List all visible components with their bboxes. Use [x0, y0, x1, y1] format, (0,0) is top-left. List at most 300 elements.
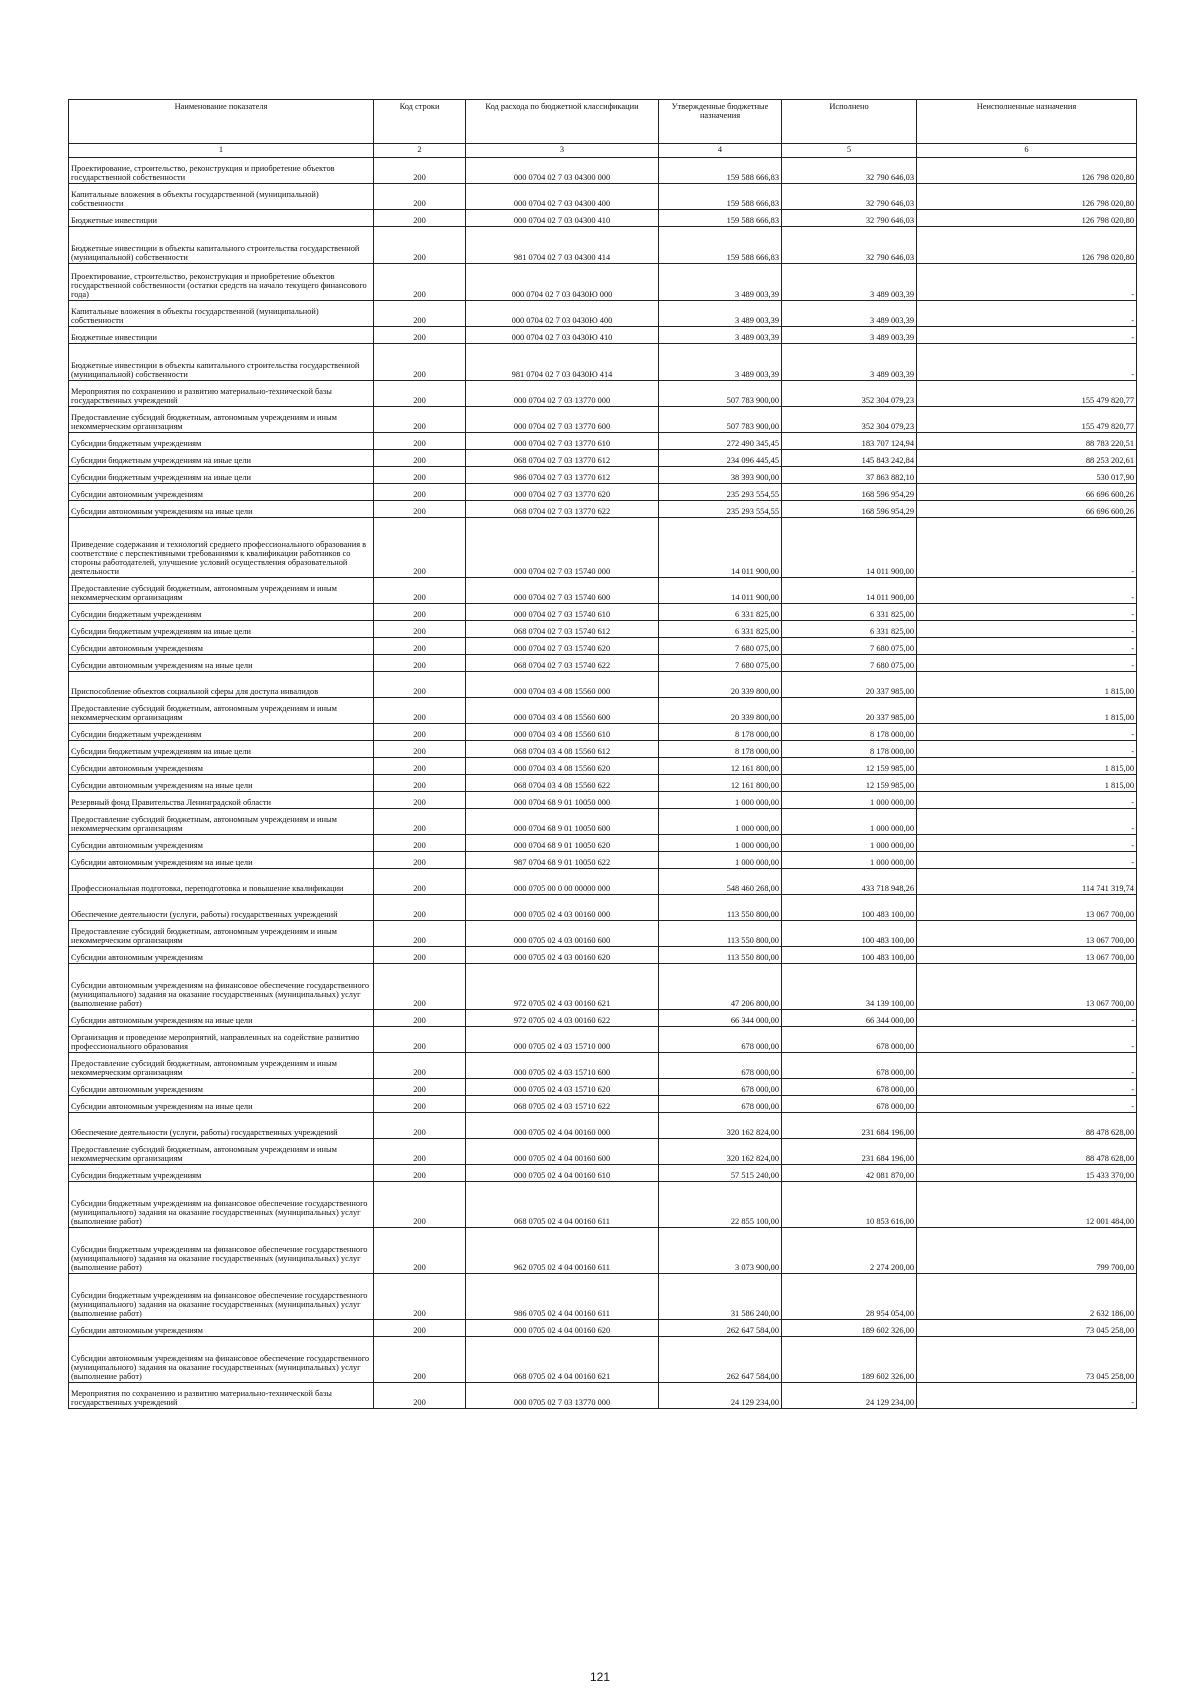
budget-code-cell: 972 0705 02 4 03 00160 621 — [466, 964, 659, 1010]
approved-amount-cell: 320 162 824,00 — [659, 1113, 782, 1139]
line-code-cell: 200 — [374, 1182, 466, 1228]
indicator-name-cell: Предоставление субсидий бюджетным, автономным учреждениям и иным некоммерческим организациям — [69, 407, 374, 433]
table-row — [69, 604, 1137, 621]
table-row — [69, 518, 1137, 578]
approved-amount-cell: 1 000 000,00 — [659, 809, 782, 835]
table-row — [69, 698, 1137, 724]
table-row — [69, 775, 1137, 792]
table-row — [69, 264, 1137, 301]
approved-amount-cell: 234 096 445,45 — [659, 450, 782, 467]
executed-amount-cell: 14 011 900,00 — [782, 578, 917, 604]
approved-amount-cell: 548 460 268,00 — [659, 869, 782, 895]
indicator-name-cell: Субсидии бюджетным учреждениям на финансовое обеспечение государственного (муниципального) задания на оказание государственных (муниципальных) услуг (выполнение работ) — [69, 1228, 374, 1274]
indicator-name-cell: Субсидии автономным учреждениям на иные цели — [69, 501, 374, 518]
unexecuted-amount-cell: - — [917, 301, 1137, 327]
approved-amount-cell: 24 129 234,00 — [659, 1383, 782, 1409]
approved-amount-cell: 3 489 003,39 — [659, 344, 782, 381]
executed-amount-cell: 231 684 196,00 — [782, 1113, 917, 1139]
indicator-name-cell: Субсидии бюджетным учреждениям на финансовое обеспечение государственного (муниципального) задания на оказание государственных (муниципальных) услуг (выполнение работ) — [69, 1274, 374, 1320]
approved-amount-cell: 320 162 824,00 — [659, 1139, 782, 1165]
table-row — [69, 1383, 1137, 1409]
budget-code-cell: 000 0704 02 7 03 13770 620 — [466, 484, 659, 501]
table-row — [69, 301, 1137, 327]
executed-amount-cell: 20 337 985,00 — [782, 698, 917, 724]
executed-amount-cell: 3 489 003,39 — [782, 327, 917, 344]
table-row — [69, 638, 1137, 655]
line-code-cell: 200 — [374, 792, 466, 809]
unexecuted-amount-cell: - — [917, 344, 1137, 381]
unexecuted-amount-cell: 13 067 700,00 — [917, 921, 1137, 947]
budget-code-cell: 000 0704 68 9 01 10050 620 — [466, 835, 659, 852]
approved-amount-cell: 159 588 666,83 — [659, 158, 782, 184]
budget-code-cell: 000 0705 02 4 04 00160 600 — [466, 1139, 659, 1165]
table-body — [69, 158, 1137, 1409]
unexecuted-amount-cell: 530 017,90 — [917, 467, 1137, 484]
line-code-cell: 200 — [374, 724, 466, 741]
approved-amount-cell: 14 011 900,00 — [659, 578, 782, 604]
indicator-name-cell: Субсидии автономным учреждениям — [69, 758, 374, 775]
unexecuted-amount-cell: 114 741 319,74 — [917, 869, 1137, 895]
budget-code-cell: 000 0704 02 7 03 04300 410 — [466, 210, 659, 227]
column-number: 3 — [466, 144, 659, 158]
table-row — [69, 578, 1137, 604]
executed-amount-cell: 352 304 079,23 — [782, 381, 917, 407]
budget-code-cell: 000 0704 02 7 03 13770 600 — [466, 407, 659, 433]
budget-code-cell: 000 0704 03 4 08 15560 000 — [466, 672, 659, 698]
executed-amount-cell: 6 331 825,00 — [782, 621, 917, 638]
approved-amount-cell: 272 490 345,45 — [659, 433, 782, 450]
line-code-cell: 200 — [374, 407, 466, 433]
executed-amount-cell: 24 129 234,00 — [782, 1383, 917, 1409]
table-row — [69, 1139, 1137, 1165]
executed-amount-cell: 189 602 326,00 — [782, 1337, 917, 1383]
line-code-cell: 200 — [374, 852, 466, 869]
approved-amount-cell: 31 586 240,00 — [659, 1274, 782, 1320]
line-code-cell: 200 — [374, 301, 466, 327]
column-number-row — [69, 144, 1137, 158]
line-code-cell: 200 — [374, 450, 466, 467]
executed-amount-cell: 10 853 616,00 — [782, 1182, 917, 1228]
unexecuted-amount-cell: - — [917, 1053, 1137, 1079]
unexecuted-amount-cell: 66 696 600,26 — [917, 501, 1137, 518]
indicator-name-cell: Субсидии автономным учреждениям — [69, 638, 374, 655]
line-code-cell: 200 — [374, 1079, 466, 1096]
executed-amount-cell: 352 304 079,23 — [782, 407, 917, 433]
budget-code-cell: 068 0704 02 7 03 15740 622 — [466, 655, 659, 672]
line-code-cell: 200 — [374, 947, 466, 964]
approved-amount-cell: 8 178 000,00 — [659, 741, 782, 758]
budget-code-cell: 000 0704 02 7 03 0430Ю 400 — [466, 301, 659, 327]
approved-amount-cell: 678 000,00 — [659, 1079, 782, 1096]
approved-amount-cell: 12 161 800,00 — [659, 775, 782, 792]
indicator-name-cell: Субсидии бюджетным учреждениям — [69, 1165, 374, 1182]
executed-amount-cell: 678 000,00 — [782, 1096, 917, 1113]
approved-amount-cell: 7 680 075,00 — [659, 655, 782, 672]
line-code-cell: 200 — [374, 518, 466, 578]
line-code-cell: 200 — [374, 484, 466, 501]
indicator-name-cell: Предоставление субсидий бюджетным, автономным учреждениям и иным некоммерческим организациям — [69, 921, 374, 947]
executed-amount-cell: 678 000,00 — [782, 1053, 917, 1079]
table-row — [69, 1337, 1137, 1383]
line-code-cell: 200 — [374, 1053, 466, 1079]
line-code-cell: 200 — [374, 698, 466, 724]
budget-code-cell: 068 0704 02 7 03 13770 612 — [466, 450, 659, 467]
budget-code-cell: 000 0705 02 4 04 00160 610 — [466, 1165, 659, 1182]
table-row — [69, 852, 1137, 869]
indicator-name-cell: Предоставление субсидий бюджетным, автономным учреждениям и иным некоммерческим организациям — [69, 1053, 374, 1079]
unexecuted-amount-cell: - — [917, 1010, 1137, 1027]
line-code-cell: 200 — [374, 578, 466, 604]
executed-amount-cell: 100 483 100,00 — [782, 947, 917, 964]
table-row — [69, 921, 1137, 947]
budget-code-cell: 068 0704 02 7 03 13770 622 — [466, 501, 659, 518]
line-code-cell: 200 — [374, 227, 466, 264]
unexecuted-amount-cell: 1 815,00 — [917, 758, 1137, 775]
budget-code-cell: 000 0704 03 4 08 15560 600 — [466, 698, 659, 724]
unexecuted-amount-cell: 88 253 202,61 — [917, 450, 1137, 467]
line-code-cell: 200 — [374, 758, 466, 775]
indicator-name-cell: Субсидии бюджетным учреждениям — [69, 724, 374, 741]
line-code-cell: 200 — [374, 344, 466, 381]
budget-code-cell: 068 0704 03 4 08 15560 622 — [466, 775, 659, 792]
unexecuted-amount-cell: - — [917, 578, 1137, 604]
line-code-cell: 200 — [374, 1010, 466, 1027]
indicator-name-cell: Бюджетные инвестиции — [69, 210, 374, 227]
approved-amount-cell: 8 178 000,00 — [659, 724, 782, 741]
budget-code-cell: 000 0704 02 7 03 04300 400 — [466, 184, 659, 210]
indicator-name-cell: Субсидии автономным учреждениям на иные цели — [69, 852, 374, 869]
budget-code-cell: 000 0704 03 4 08 15560 610 — [466, 724, 659, 741]
unexecuted-amount-cell: 126 798 020,80 — [917, 184, 1137, 210]
executed-amount-cell: 8 178 000,00 — [782, 741, 917, 758]
header-row — [69, 100, 1137, 144]
approved-amount-cell: 6 331 825,00 — [659, 621, 782, 638]
approved-amount-cell: 235 293 554,55 — [659, 501, 782, 518]
line-code-cell: 200 — [374, 1027, 466, 1053]
table-row — [69, 809, 1137, 835]
table-row — [69, 1165, 1137, 1182]
budget-code-cell: 000 0704 68 9 01 10050 600 — [466, 809, 659, 835]
line-code-cell: 200 — [374, 1320, 466, 1337]
budget-code-cell: 068 0705 02 4 03 15710 622 — [466, 1096, 659, 1113]
line-code-cell: 200 — [374, 1113, 466, 1139]
unexecuted-amount-cell: 1 815,00 — [917, 698, 1137, 724]
unexecuted-amount-cell: 2 632 186,00 — [917, 1274, 1137, 1320]
executed-amount-cell: 14 011 900,00 — [782, 518, 917, 578]
indicator-name-cell: Субсидии автономным учреждениям — [69, 947, 374, 964]
executed-amount-cell: 12 159 985,00 — [782, 758, 917, 775]
executed-amount-cell: 1 000 000,00 — [782, 809, 917, 835]
budget-code-cell: 987 0704 68 9 01 10050 622 — [466, 852, 659, 869]
executed-amount-cell: 433 718 948,26 — [782, 869, 917, 895]
indicator-name-cell: Приведение содержания и технологий среднего профессионального образования в соответствие с перспективными требованиями к квалификации работников со стороны работодателей, улучшение условий осуществления образовательной деятельности — [69, 518, 374, 578]
unexecuted-amount-cell: - — [917, 1027, 1137, 1053]
line-code-cell: 200 — [374, 869, 466, 895]
budget-code-cell: 981 0704 02 7 03 04300 414 — [466, 227, 659, 264]
table-row — [69, 835, 1137, 852]
budget-code-cell: 000 0704 02 7 03 13770 610 — [466, 433, 659, 450]
unexecuted-amount-cell: 12 001 484,00 — [917, 1182, 1137, 1228]
executed-amount-cell: 183 707 124,94 — [782, 433, 917, 450]
line-code-cell: 200 — [374, 467, 466, 484]
column-number: 4 — [659, 144, 782, 158]
approved-amount-cell: 20 339 800,00 — [659, 698, 782, 724]
unexecuted-amount-cell: 88 478 628,00 — [917, 1139, 1137, 1165]
indicator-name-cell: Субсидии автономным учреждениям на иные цели — [69, 1010, 374, 1027]
unexecuted-amount-cell: - — [917, 327, 1137, 344]
indicator-name-cell: Организация и проведение мероприятий, направленных на содействие развитию профессионального образования — [69, 1027, 374, 1053]
unexecuted-amount-cell: - — [917, 604, 1137, 621]
line-code-cell: 200 — [374, 210, 466, 227]
indicator-name-cell: Предоставление субсидий бюджетным, автономным учреждениям и иным некоммерческим организациям — [69, 809, 374, 835]
line-code-cell: 200 — [374, 1274, 466, 1320]
approved-amount-cell: 12 161 800,00 — [659, 758, 782, 775]
executed-amount-cell: 7 680 075,00 — [782, 655, 917, 672]
executed-amount-cell: 32 790 646,03 — [782, 158, 917, 184]
unexecuted-amount-cell: 1 815,00 — [917, 775, 1137, 792]
unexecuted-amount-cell: - — [917, 724, 1137, 741]
approved-amount-cell: 159 588 666,83 — [659, 210, 782, 227]
table-row — [69, 1320, 1137, 1337]
table-row — [69, 1182, 1137, 1228]
table-row — [69, 184, 1137, 210]
indicator-name-cell: Субсидии автономным учреждениям на финансовое обеспечение государственного (муниципального) задания на оказание государственных (муниципальных) услуг (выполнение работ) — [69, 964, 374, 1010]
executed-amount-cell: 678 000,00 — [782, 1079, 917, 1096]
budget-code-cell: 068 0705 02 4 04 00160 621 — [466, 1337, 659, 1383]
executed-amount-cell: 12 159 985,00 — [782, 775, 917, 792]
approved-amount-cell: 3 073 900,00 — [659, 1228, 782, 1274]
unexecuted-amount-cell: 15 433 370,00 — [917, 1165, 1137, 1182]
indicator-name-cell: Обеспечение деятельности (услуги, работы) государственных учреждений — [69, 895, 374, 921]
line-code-cell: 200 — [374, 433, 466, 450]
budget-code-cell: 000 0704 02 7 03 15740 620 — [466, 638, 659, 655]
approved-amount-cell: 47 206 800,00 — [659, 964, 782, 1010]
unexecuted-amount-cell: - — [917, 1096, 1137, 1113]
unexecuted-amount-cell: 13 067 700,00 — [917, 895, 1137, 921]
indicator-name-cell: Субсидии автономным учреждениям на финансовое обеспечение государственного (муниципального) задания на оказание государственных (муниципальных) услуг (выполнение работ) — [69, 1337, 374, 1383]
unexecuted-amount-cell: 73 045 258,00 — [917, 1320, 1137, 1337]
indicator-name-cell: Субсидии автономным учреждениям — [69, 484, 374, 501]
line-code-cell: 200 — [374, 381, 466, 407]
unexecuted-amount-cell: - — [917, 621, 1137, 638]
unexecuted-amount-cell: - — [917, 809, 1137, 835]
table-row — [69, 1027, 1137, 1053]
executed-amount-cell: 3 489 003,39 — [782, 264, 917, 301]
line-code-cell: 200 — [374, 327, 466, 344]
approved-amount-cell: 1 000 000,00 — [659, 792, 782, 809]
budget-code-cell: 068 0704 03 4 08 15560 612 — [466, 741, 659, 758]
table-row — [69, 450, 1137, 467]
table-row — [69, 210, 1137, 227]
executed-amount-cell: 6 331 825,00 — [782, 604, 917, 621]
executed-amount-cell: 145 843 242,84 — [782, 450, 917, 467]
budget-code-cell: 000 0705 02 4 03 00160 600 — [466, 921, 659, 947]
approved-amount-cell: 113 550 800,00 — [659, 947, 782, 964]
line-code-cell: 200 — [374, 501, 466, 518]
indicator-name-cell: Мероприятия по сохранению и развитию материально-технической базы государственных учреждений — [69, 1383, 374, 1409]
budget-code-cell: 000 0705 02 4 03 15710 620 — [466, 1079, 659, 1096]
executed-amount-cell: 189 602 326,00 — [782, 1320, 917, 1337]
table-row — [69, 1274, 1137, 1320]
header-indicator-name: Наименование показателя — [69, 100, 374, 144]
approved-amount-cell: 678 000,00 — [659, 1027, 782, 1053]
line-code-cell: 200 — [374, 921, 466, 947]
column-number: 2 — [374, 144, 466, 158]
indicator-name-cell: Профессиональная подготовка, переподготовка и повышение квалификации — [69, 869, 374, 895]
unexecuted-amount-cell: 66 696 600,26 — [917, 484, 1137, 501]
executed-amount-cell: 100 483 100,00 — [782, 921, 917, 947]
line-code-cell: 200 — [374, 655, 466, 672]
indicator-name-cell: Субсидии автономным учреждениям на иные цели — [69, 1096, 374, 1113]
approved-amount-cell: 38 393 900,00 — [659, 467, 782, 484]
executed-amount-cell: 7 680 075,00 — [782, 638, 917, 655]
table-row — [69, 467, 1137, 484]
budget-code-cell: 068 0705 02 4 04 00160 611 — [466, 1182, 659, 1228]
table-row — [69, 724, 1137, 741]
approved-amount-cell: 14 011 900,00 — [659, 518, 782, 578]
column-number: 1 — [69, 144, 374, 158]
budget-execution-table — [68, 99, 1137, 1409]
budget-code-cell: 000 0705 02 4 04 00160 620 — [466, 1320, 659, 1337]
budget-code-cell: 986 0705 02 4 04 00160 611 — [466, 1274, 659, 1320]
indicator-name-cell: Бюджетные инвестиции — [69, 327, 374, 344]
budget-code-cell: 000 0704 02 7 03 04300 000 — [466, 158, 659, 184]
budget-code-cell: 000 0704 03 4 08 15560 620 — [466, 758, 659, 775]
approved-amount-cell: 22 855 100,00 — [659, 1182, 782, 1228]
unexecuted-amount-cell: 126 798 020,80 — [917, 210, 1137, 227]
unexecuted-amount-cell: - — [917, 1079, 1137, 1096]
indicator-name-cell: Субсидии автономным учреждениям — [69, 835, 374, 852]
unexecuted-amount-cell: 799 700,00 — [917, 1228, 1137, 1274]
line-code-cell: 200 — [374, 1383, 466, 1409]
budget-code-cell: 000 0704 02 7 03 15740 000 — [466, 518, 659, 578]
budget-code-cell: 000 0705 02 4 04 00160 000 — [466, 1113, 659, 1139]
line-code-cell: 200 — [374, 264, 466, 301]
indicator-name-cell: Приспособление объектов социальной сферы для доступа инвалидов — [69, 672, 374, 698]
unexecuted-amount-cell: 155 479 820,77 — [917, 407, 1137, 433]
approved-amount-cell: 678 000,00 — [659, 1096, 782, 1113]
unexecuted-amount-cell: 73 045 258,00 — [917, 1337, 1137, 1383]
executed-amount-cell: 8 178 000,00 — [782, 724, 917, 741]
line-code-cell: 200 — [374, 964, 466, 1010]
budget-code-cell: 000 0704 02 7 03 15740 610 — [466, 604, 659, 621]
executed-amount-cell: 32 790 646,03 — [782, 184, 917, 210]
approved-amount-cell: 113 550 800,00 — [659, 895, 782, 921]
line-code-cell: 200 — [374, 741, 466, 758]
executed-amount-cell: 100 483 100,00 — [782, 895, 917, 921]
unexecuted-amount-cell: - — [917, 518, 1137, 578]
approved-amount-cell: 507 783 900,00 — [659, 407, 782, 433]
line-code-cell: 200 — [374, 672, 466, 698]
line-code-cell: 200 — [374, 895, 466, 921]
approved-amount-cell: 235 293 554,55 — [659, 484, 782, 501]
table-row — [69, 758, 1137, 775]
table-row — [69, 1113, 1137, 1139]
executed-amount-cell: 2 274 200,00 — [782, 1228, 917, 1274]
line-code-cell: 200 — [374, 621, 466, 638]
executed-amount-cell: 28 954 054,00 — [782, 1274, 917, 1320]
approved-amount-cell: 1 000 000,00 — [659, 852, 782, 869]
line-code-cell: 200 — [374, 1096, 466, 1113]
table-row — [69, 1079, 1137, 1096]
table-row — [69, 381, 1137, 407]
approved-amount-cell: 6 331 825,00 — [659, 604, 782, 621]
column-number: 6 — [917, 144, 1137, 158]
executed-amount-cell: 66 344 000,00 — [782, 1010, 917, 1027]
column-number: 5 — [782, 144, 917, 158]
line-code-cell: 200 — [374, 1228, 466, 1274]
line-code-cell: 200 — [374, 809, 466, 835]
table-row — [69, 895, 1137, 921]
indicator-name-cell: Субсидии автономным учреждениям — [69, 1320, 374, 1337]
indicator-name-cell: Субсидии бюджетным учреждениям на иные цели — [69, 467, 374, 484]
table-row — [69, 1096, 1137, 1113]
indicator-name-cell: Мероприятия по сохранению и развитию материально-технической базы государственных учреждений — [69, 381, 374, 407]
approved-amount-cell: 3 489 003,39 — [659, 301, 782, 327]
indicator-name-cell: Капитальные вложения в объекты государственной (муниципальной) собственности — [69, 301, 374, 327]
budget-code-cell: 000 0704 68 9 01 10050 000 — [466, 792, 659, 809]
budget-code-cell: 962 0705 02 4 04 00160 611 — [466, 1228, 659, 1274]
table-row — [69, 158, 1137, 184]
unexecuted-amount-cell: - — [917, 1383, 1137, 1409]
table-row — [69, 655, 1137, 672]
table-row — [69, 672, 1137, 698]
approved-amount-cell: 3 489 003,39 — [659, 327, 782, 344]
executed-amount-cell: 20 337 985,00 — [782, 672, 917, 698]
indicator-name-cell: Субсидии бюджетным учреждениям на иные цели — [69, 621, 374, 638]
executed-amount-cell: 3 489 003,39 — [782, 344, 917, 381]
indicator-name-cell: Субсидии бюджетным учреждениям — [69, 604, 374, 621]
indicator-name-cell: Субсидии бюджетным учреждениям на иные цели — [69, 741, 374, 758]
header-approved: Утвержденные бюджетные назначения — [659, 100, 782, 144]
line-code-cell: 200 — [374, 1165, 466, 1182]
executed-amount-cell: 1 000 000,00 — [782, 852, 917, 869]
table-row — [69, 964, 1137, 1010]
table-row — [69, 501, 1137, 518]
budget-code-cell: 000 0704 02 7 03 0430Ю 410 — [466, 327, 659, 344]
table-row — [69, 1010, 1137, 1027]
unexecuted-amount-cell: - — [917, 741, 1137, 758]
executed-amount-cell: 32 790 646,03 — [782, 227, 917, 264]
budget-code-cell: 000 0705 02 4 03 15710 000 — [466, 1027, 659, 1053]
indicator-name-cell: Предоставление субсидий бюджетным, автономным учреждениям и иным некоммерческим организациям — [69, 1139, 374, 1165]
table-row — [69, 407, 1137, 433]
executed-amount-cell: 3 489 003,39 — [782, 301, 917, 327]
indicator-name-cell: Проектирование, строительство, реконструкция и приобретение объектов государственной собственности — [69, 158, 374, 184]
line-code-cell: 200 — [374, 184, 466, 210]
unexecuted-amount-cell: - — [917, 792, 1137, 809]
line-code-cell: 200 — [374, 1337, 466, 1383]
indicator-name-cell: Субсидии бюджетным учреждениям на иные цели — [69, 450, 374, 467]
line-code-cell: 200 — [374, 638, 466, 655]
budget-code-cell: 986 0704 02 7 03 13770 612 — [466, 467, 659, 484]
table-row — [69, 227, 1137, 264]
table-row — [69, 344, 1137, 381]
line-code-cell: 200 — [374, 775, 466, 792]
line-code-cell: 200 — [374, 604, 466, 621]
budget-code-cell: 000 0705 00 0 00 00000 000 — [466, 869, 659, 895]
table-row — [69, 327, 1137, 344]
unexecuted-amount-cell: - — [917, 835, 1137, 852]
budget-code-cell: 972 0705 02 4 03 00160 622 — [466, 1010, 659, 1027]
budget-code-cell: 000 0705 02 4 03 00160 620 — [466, 947, 659, 964]
approved-amount-cell: 159 588 666,83 — [659, 184, 782, 210]
approved-amount-cell: 159 588 666,83 — [659, 227, 782, 264]
approved-amount-cell: 1 000 000,00 — [659, 835, 782, 852]
indicator-name-cell: Капитальные вложения в объекты государственной (муниципальной) собственности — [69, 184, 374, 210]
line-code-cell: 200 — [374, 158, 466, 184]
budget-code-cell: 000 0705 02 4 03 15710 600 — [466, 1053, 659, 1079]
